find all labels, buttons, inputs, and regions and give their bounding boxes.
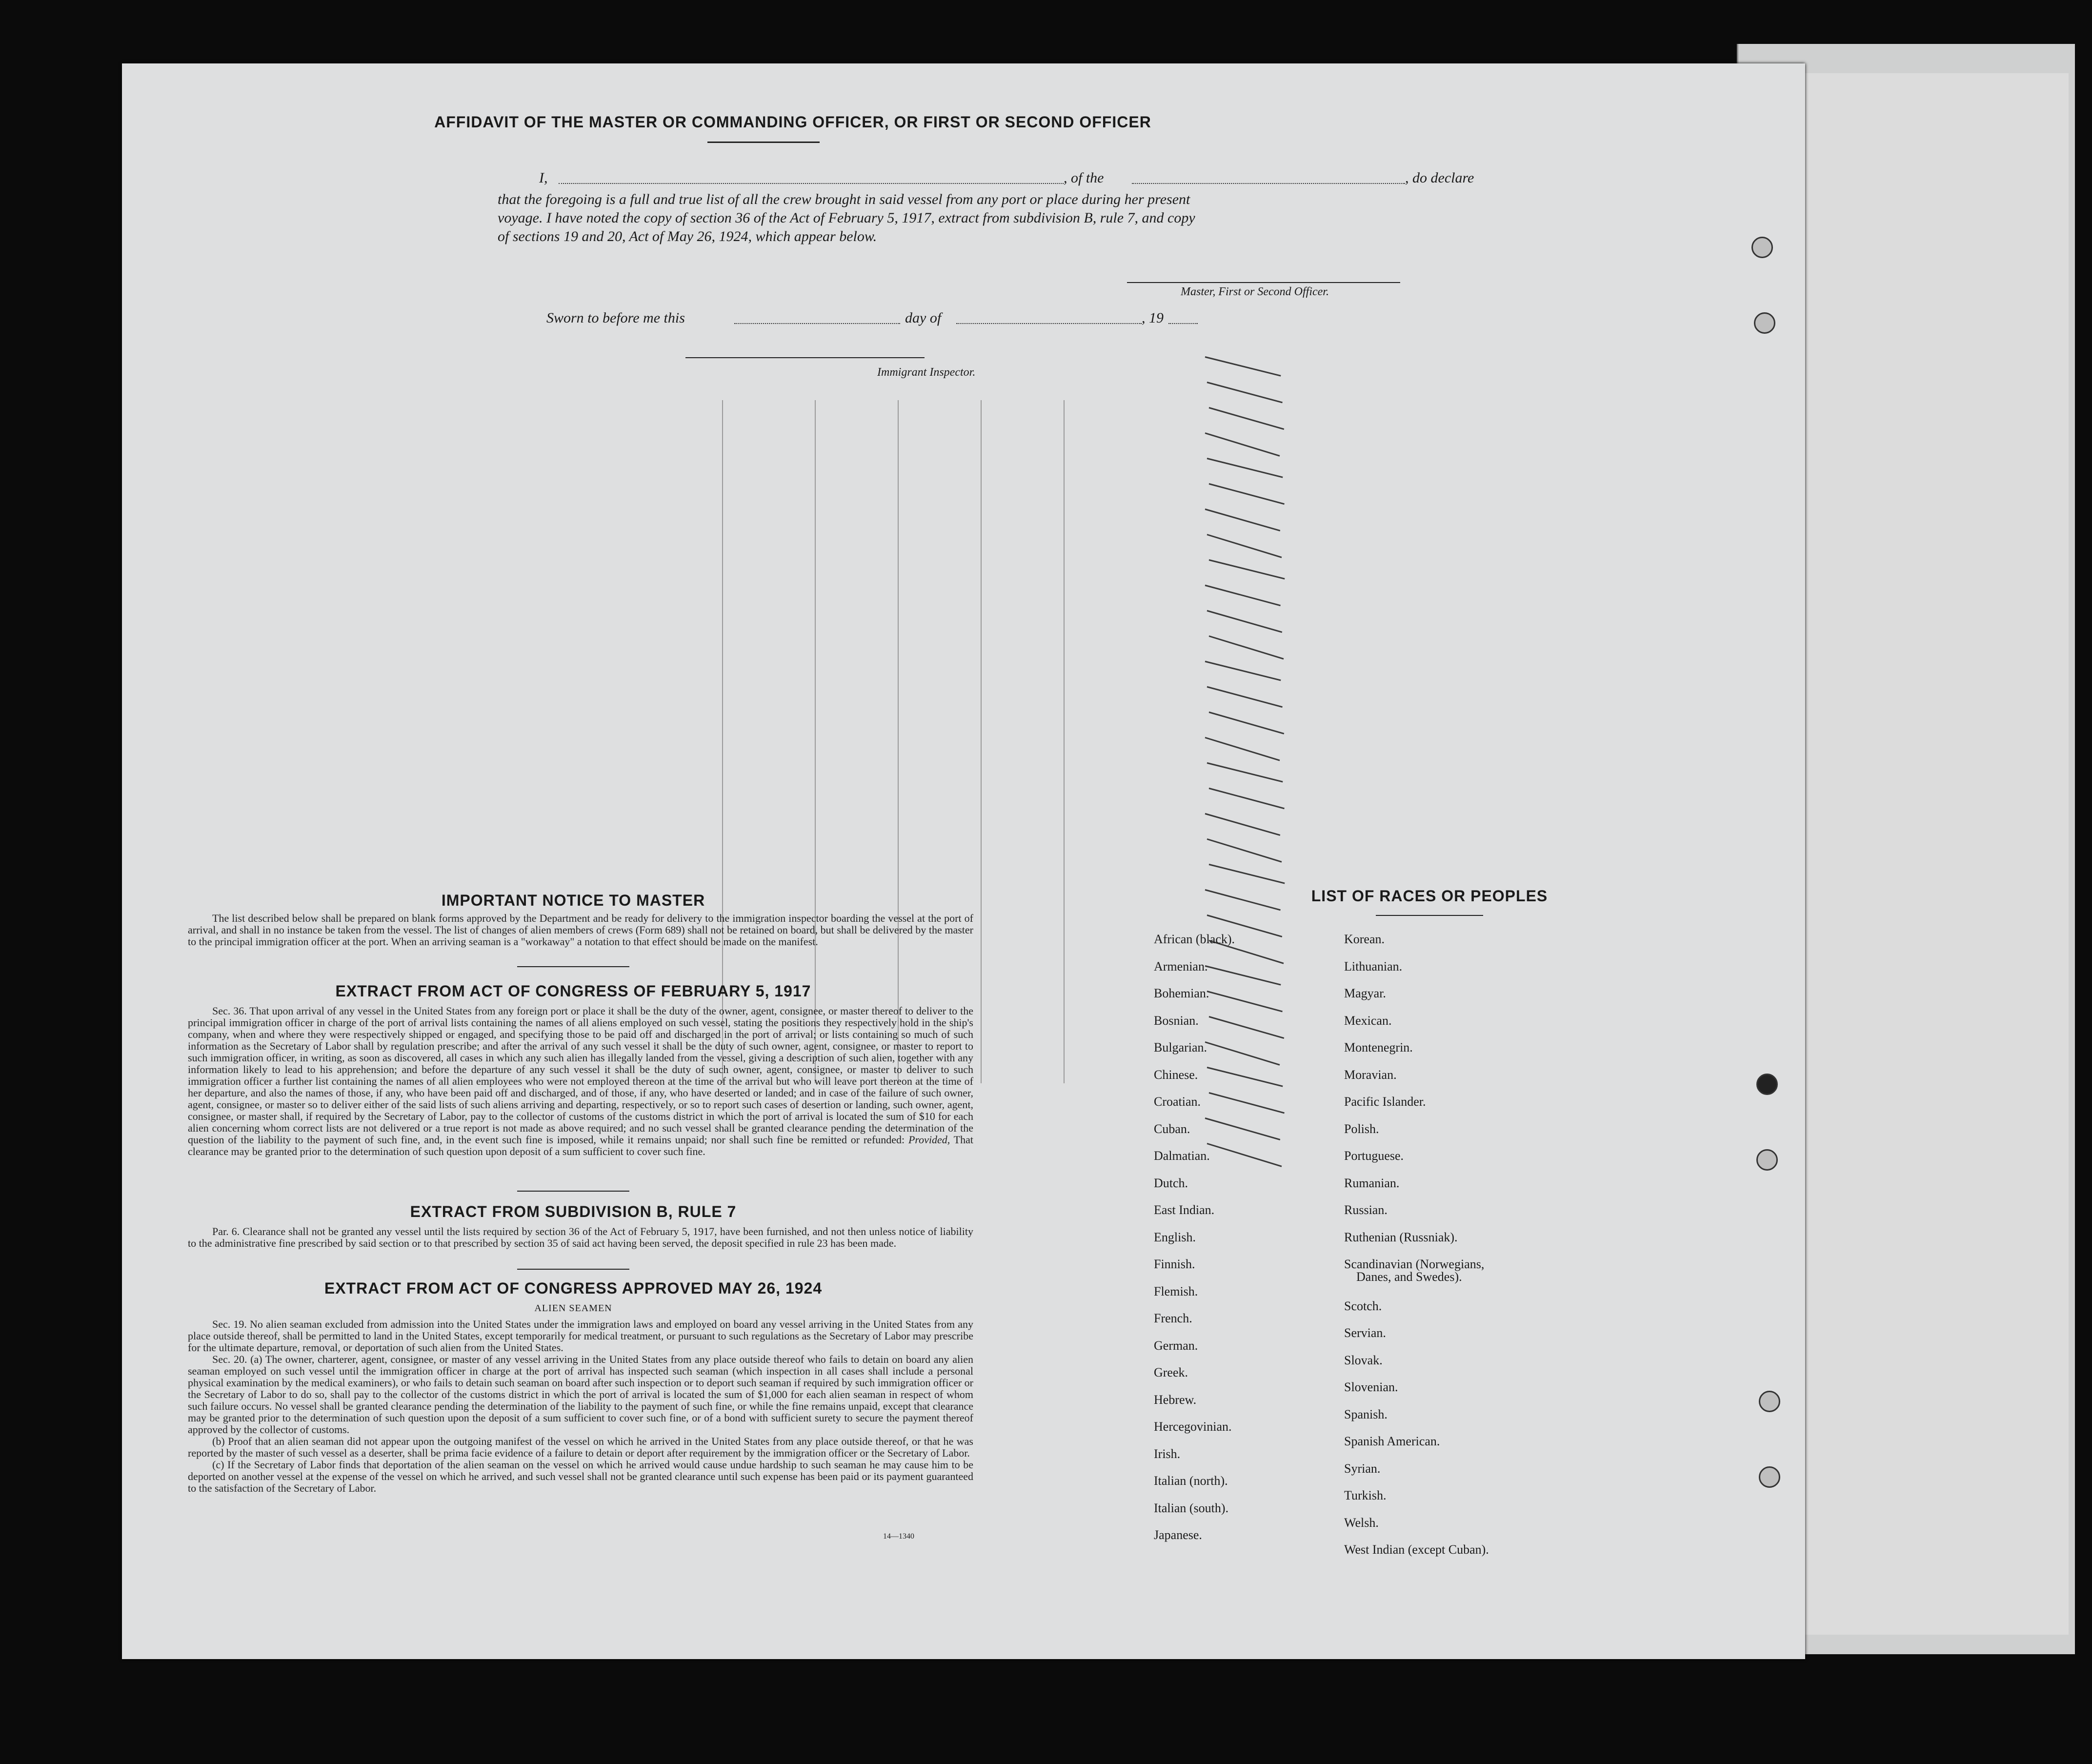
- race-item: Flemish.: [1154, 1284, 1198, 1298]
- race-item: Bohemian.: [1154, 986, 1209, 1000]
- race-item: Chinese.: [1154, 1067, 1198, 1082]
- divider: [517, 1191, 629, 1192]
- binding-hole: [1754, 312, 1775, 334]
- divider: [517, 966, 629, 967]
- tally-stroke: [1205, 661, 1281, 681]
- affidavit-line-4: of sections 19 and 20, Act of May 26, 1924, which appear below.: [498, 228, 877, 244]
- race-item: Lithuanian.: [1344, 959, 1403, 973]
- tally-stroke: [1207, 762, 1283, 783]
- race-item: Hercegovinian.: [1154, 1419, 1232, 1434]
- proviso-text: That clearance may be granted prior to the determination of such question upon deposit of a sum sufficient to cover such fine.: [188, 1134, 974, 1157]
- sec-19-text: Sec. 19. No alien seaman excluded from admission into the United States under the immigration laws and employed on board any vessel arriving in the United States from any place outside thereof, shall be permitted to land in the United States, except temporarily for medical treatment, or pursuant to such regulations as the Secretary of Labor may prescribe for the ultimate departure, removal, or deportation of such alien from the United States.: [188, 1318, 973, 1354]
- tally-stroke: [1205, 813, 1281, 836]
- race-item: Moravian.: [1344, 1067, 1397, 1082]
- rule7-body: Par. 6. Clearance shall not be granted any vessel until the lists required by section 36 of the Act of February 5, 1917, have been furnished, and not then unless notice of liability to the administrative fine prescribed by said section or to that prescribed by section 35 of said act having been served, the deposit specified in rule 23 has been made.: [188, 1225, 973, 1249]
- tally-stroke: [1209, 864, 1285, 884]
- race-item: Bulgarian.: [1154, 1040, 1207, 1054]
- tally-stroke: [1205, 432, 1280, 457]
- back-sheet-inner: [1795, 73, 2069, 1635]
- form-number: 14—1340: [883, 1532, 914, 1541]
- race-item: French.: [1154, 1311, 1192, 1325]
- race-item: English.: [1154, 1230, 1196, 1244]
- vessel-blank: [1132, 183, 1405, 184]
- sec-20b-text: (b) Proof that an alien seaman did not appear upon the outgoing manifest of the vessel on which he arrived in the United States from any place outside thereof, or that he was reported by the master of such vessel as a deserter, shall be prima facie evidence of a failure to detain or deport after requirement by the immigration officer or the Secretary of Labor.: [188, 1435, 973, 1459]
- tally-stroke: [1207, 991, 1283, 1012]
- race-item: Portuguese.: [1344, 1149, 1404, 1163]
- race-item: Syrian.: [1344, 1461, 1381, 1476]
- sec-36-label: Sec. 36.: [212, 1005, 247, 1017]
- affidavit-line-3: voyage. I have noted the copy of section 36 of the Act of February 5, 1917, extract from subdivision B, rule 7, and copy: [498, 210, 1195, 226]
- binding-hole: [1759, 1391, 1780, 1412]
- race-item: Welsh.: [1344, 1515, 1379, 1530]
- race-item: Armenian.: [1154, 959, 1208, 973]
- tally-stroke: [1205, 585, 1281, 606]
- master-signature-line: [1127, 282, 1400, 283]
- race-item: African (black).: [1154, 932, 1235, 946]
- race-item: Polish.: [1344, 1121, 1379, 1136]
- race-item: Pacific Islander.: [1344, 1095, 1426, 1109]
- sworn-year-blank: [1168, 323, 1198, 324]
- inspector-signature-line: [685, 357, 925, 358]
- tally-stroke: [1205, 356, 1281, 377]
- race-item: Japanese.: [1154, 1528, 1202, 1542]
- tally-stroke: [1209, 483, 1285, 505]
- race-item: Russian.: [1344, 1203, 1388, 1217]
- affidavit-of-the: , of the: [1064, 170, 1104, 186]
- inspector-label: Immigrant Inspector.: [877, 366, 976, 379]
- race-item: Irish.: [1154, 1446, 1181, 1461]
- binding-hole: [1756, 1074, 1778, 1095]
- name-blank: [559, 183, 1064, 184]
- document-page: [122, 63, 1805, 1659]
- binding-hole: [1756, 1149, 1778, 1171]
- notice-title: IMPORTANT NOTICE TO MASTER: [441, 892, 705, 909]
- bleed-column-line: [898, 400, 899, 1083]
- race-item: Ruthenian (Russniak).: [1344, 1230, 1458, 1244]
- races-title: LIST OF RACES OR PEOPLES: [1311, 887, 1548, 905]
- bleed-column-line: [722, 400, 723, 1083]
- race-item: Slovenian.: [1344, 1380, 1398, 1394]
- bleed-column-line: [815, 400, 816, 1083]
- race-item: Scandinavian (Norwegians,: [1344, 1257, 1485, 1271]
- race-item: Croatian.: [1154, 1095, 1201, 1109]
- race-item: Dalmatian.: [1154, 1149, 1210, 1163]
- race-item: Italian (north).: [1154, 1474, 1228, 1488]
- sec-20c-text: (c) If the Secretary of Labor finds that deportation of the alien seaman on the vessel on which he arrived would cause undue hardship to such seaman he may cause him to be deported on another vessel at the expense of the vessel on which he arrived, and such vessel shall not be granted clearance until such expense has been paid or its payment guaranteed to the satisfaction of the Secretary of Labor.: [188, 1459, 973, 1494]
- extract-1924-body: [188, 1318, 973, 1494]
- race-item: Magyar.: [1344, 986, 1386, 1000]
- title-underline: [707, 142, 820, 143]
- affidavit-i: I,: [539, 170, 548, 186]
- binding-hole: [1759, 1466, 1780, 1488]
- master-label: Master, First or Second Officer.: [1181, 285, 1329, 298]
- affidavit-declare: , do declare: [1405, 170, 1474, 186]
- race-item: Greek.: [1154, 1365, 1188, 1379]
- race-item: Montenegrin.: [1344, 1040, 1413, 1054]
- race-item: East Indian.: [1154, 1203, 1215, 1217]
- tally-stroke: [1209, 635, 1284, 660]
- extract-1917-title: EXTRACT FROM ACT OF CONGRESS OF FEBRUARY 5, 1917: [335, 982, 811, 1000]
- race-item: Cuban.: [1154, 1121, 1190, 1136]
- tally-stroke: [1209, 1092, 1285, 1114]
- sworn-day-blank: [734, 323, 900, 324]
- affidavit-title: AFFIDAVIT OF THE MASTER OR COMMANDING OFFICER, OR FIRST OR SECOND OFFICER: [434, 113, 1151, 131]
- tally-stroke: [1207, 686, 1283, 708]
- tally-stroke: [1207, 610, 1283, 633]
- affidavit-line-2: that the foregoing is a full and true list of all the crew brought in said vessel from any port or place during her present: [498, 191, 1190, 207]
- race-item: Korean.: [1344, 932, 1385, 946]
- race-item: German.: [1154, 1338, 1198, 1353]
- tally-stroke: [1205, 508, 1281, 531]
- races-title-underline: [1376, 915, 1483, 916]
- bleed-column-line: [1064, 400, 1065, 1083]
- tally-stroke: [1205, 1117, 1281, 1140]
- extract-1924-subtitle: ALIEN SEAMEN: [534, 1303, 612, 1314]
- tally-stroke: [1205, 965, 1281, 986]
- sworn-label: Sworn to before me this: [546, 310, 685, 326]
- race-item: Turkish.: [1344, 1488, 1387, 1502]
- proviso-label: Provided,: [908, 1134, 950, 1146]
- rule7-title: EXTRACT FROM SUBDIVISION B, RULE 7: [410, 1203, 737, 1220]
- tally-stroke: [1207, 382, 1283, 403]
- tally-stroke: [1207, 1143, 1282, 1167]
- race-item: West Indian (except Cuban).: [1344, 1542, 1489, 1557]
- race-item: Bosnian.: [1154, 1013, 1199, 1028]
- notice-body: The list described below shall be prepared on blank forms approved by the Department and be ready for delivery to the immigration inspector boarding the vessel at the port of arrival, and shall in no instance be taken from the vessel. The list of changes of alien members of crews (Form 689) shall not be retained on board, but shall be delivered by the master to the principal immigration officer at the port. When an arriving seaman is a "workaway" a notation to that effect should be made on the manifest.: [188, 912, 973, 948]
- race-item: Mexican.: [1344, 1013, 1392, 1028]
- tally-stroke: [1205, 1041, 1280, 1066]
- race-item: Italian (south).: [1154, 1500, 1229, 1515]
- affidavit-text: [498, 190, 1547, 246]
- tally-stroke: [1209, 788, 1285, 809]
- race-item: Servian.: [1344, 1326, 1386, 1340]
- tally-stroke: [1209, 559, 1285, 580]
- tally-stroke: [1207, 534, 1282, 558]
- sworn-month-blank: [956, 323, 1142, 324]
- tally-stroke: [1209, 407, 1285, 430]
- tally-stroke: [1207, 458, 1283, 478]
- race-item: Spanish American.: [1344, 1434, 1440, 1448]
- bleed-column-line: [981, 400, 982, 1083]
- sec-36-text: That upon arrival of any vessel in the United States from any foreign port or place it shall be the duty of the owner, agent, consignee, or master thereof to deliver to the principal immigration officer in charge of the port of arrival lists containing the names of all aliens employed on such vessel, stating the positions they respectively hold in the ship's company, when and where they were respectively shipped or engaged, and specifying those to be paid off and discharged in the port of arrival; or lists containing so much of such information as the Secretary of Labor shall by regulation prescribe; and after the arrival of any such vessel it shall be the duty of such owner, agent, consignee, or master to report to such immigration officer, in writing, as soon as discovered, all cases in which any such alien has illegally landed from the vessel, giving a description of such alien, together with any information likely to lead to his apprehension; and before the departure of any such vessel it shall be the duty of such owner, agent, consignee, or master to deliver to such immigration officer a further list containing the names of all alien employees who were not employed thereon at the time of the arrival but who will leave port thereon at the time of her departure, and also the names of those, if any, who have been paid off and discharged, and of those, if any, who have deserted or landed; and in case of the failure of such owner, agent, consignee, or master so to deliver either of the said lists of such aliens arriving and departing, respectively, or so to report such cases of desertion or landing, such owner, agent, consignee, or master shall, if required by the Secretary of Labor, pay to the collector of customs of the customs district in which the port of arrival is located the sum of $10 for each alien concerning whom correct lists are not delivered or a true report is not made as above required; and no such vessel shall be granted clearance pending the determination of the question of the liability to the payment of such fine, and, in the event such fine is imposed, while it remains unpaid; nor shall such fine be remitted or refunded:: [188, 1005, 974, 1146]
- sworn-year: , 19: [1142, 310, 1164, 326]
- extract-1924-title: EXTRACT FROM ACT OF CONGRESS APPROVED MAY 26, 1924: [324, 1279, 823, 1297]
- tally-stroke: [1207, 1067, 1283, 1087]
- tally-stroke: [1205, 737, 1280, 761]
- binding-hole: [1751, 237, 1773, 258]
- tally-stroke: [1207, 838, 1282, 863]
- tally-stroke: [1209, 711, 1285, 734]
- race-item: Scotch.: [1344, 1298, 1382, 1313]
- race-item: Rumanian.: [1344, 1176, 1400, 1190]
- race-item: Hebrew.: [1154, 1392, 1197, 1407]
- race-item: Slovak.: [1344, 1353, 1383, 1367]
- race-item: Spanish.: [1344, 1407, 1388, 1421]
- race-item: Danes, and Swedes).: [1356, 1269, 1462, 1284]
- sec-20a-text: Sec. 20. (a) The owner, charterer, agent, consignee, or master of any vessel arriving in the United States from any place outside thereof who fails to detain on board any alien seaman employed on such vessel until the immigration officer in charge at the port of arrival has inspected such seaman (which inspection in all cases shall include a personal physical examination by the medical examiners), or who fails to detain such seaman on board after such inspection or to deport such seaman if required by such immigration officer or the Secretary of Labor to do so, shall pay to the collector of the customs district in which the port of arrival is located the sum of $1,000 for each alien seaman in respect of whom such failure occurs. No vessel shall be granted clearance pending the determination of the liability to the payment of such fine, or while the fine remains unpaid, except that clearance may be granted prior to the determination of such question upon the deposit of a sum sufficient to cover such fine, or of a bond with sufficient surety to secure the payment thereof approved by the collector of customs.: [188, 1353, 973, 1436]
- extract-1917-body: [188, 1005, 973, 1157]
- divider: [517, 1269, 629, 1270]
- race-item: Finnish.: [1154, 1257, 1195, 1271]
- race-item: Dutch.: [1154, 1176, 1188, 1190]
- tally-stroke: [1209, 1016, 1285, 1039]
- sworn-day-of: day of: [905, 310, 942, 326]
